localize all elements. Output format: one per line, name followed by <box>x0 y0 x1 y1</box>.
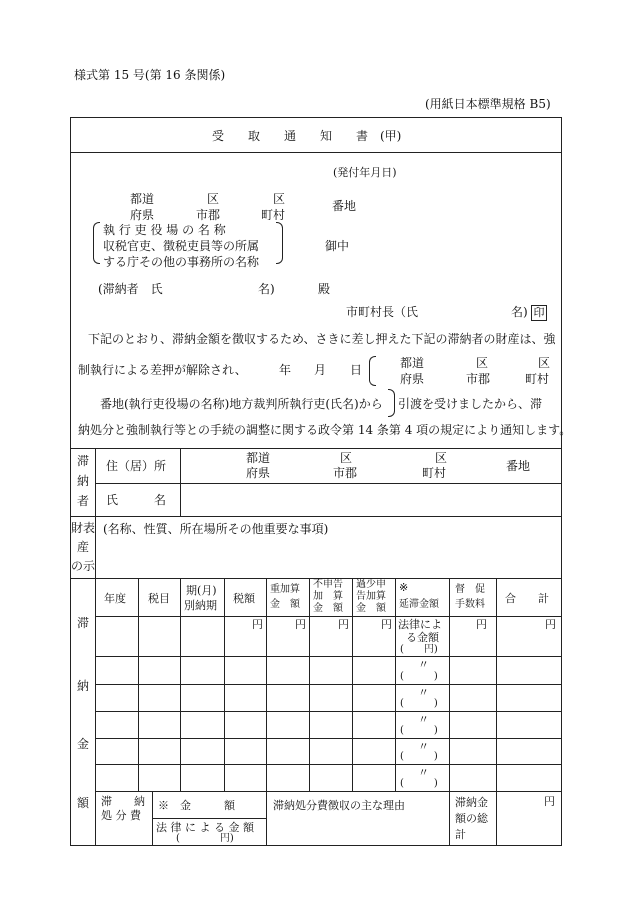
amounts-side-4: 額 <box>77 796 90 810</box>
col-juka-1: 重加算 <box>270 584 300 595</box>
delinquent-head-1: 滞 <box>77 454 90 468</box>
col-gokei: 合 計 <box>505 592 549 605</box>
delinquent-pref-top: 都道 <box>246 451 271 465</box>
amounts-side-1: 滞 <box>77 616 90 630</box>
total-label-2: 額の総 <box>455 812 488 825</box>
shobunhi-reason: 滞納処分費徴収の主な理由 <box>273 799 405 812</box>
amounts-side-2: 納 <box>77 679 90 693</box>
addr-pref-top: 都道 <box>130 192 155 206</box>
col-kasho-3: 金 額 <box>356 603 386 614</box>
yen-juka: 円 <box>295 618 306 631</box>
yen-zeigaku: 円 <box>252 618 263 631</box>
seal-mark: 印 <box>531 305 547 321</box>
body-day: 日 <box>350 363 363 377</box>
addr-pref-bottom: 府県 <box>130 208 155 222</box>
total-label-3: 計 <box>455 828 466 841</box>
property-head-2: 産 <box>77 540 90 554</box>
office-line-3: する庁その他の事務所の名称 <box>103 255 260 269</box>
body-brace-open <box>369 356 376 386</box>
col-zeigaku: 税額 <box>233 592 255 605</box>
property-head-3: の示 <box>71 559 96 573</box>
body-ku2: 区 <box>538 356 551 370</box>
delinquent-head-2: 納 <box>77 474 90 488</box>
delinquent-label: (滞納者 氏 <box>98 282 163 296</box>
mayor-label: 市町村長（氏 <box>346 305 419 319</box>
issue-date: (発付年月日) <box>333 166 397 179</box>
entai-law-3: ( 円) <box>400 644 438 655</box>
paren-3: ( ) <box>400 725 438 736</box>
shobunhi-law-paren: ( 円) <box>176 833 234 844</box>
addr-ku: 区 <box>207 192 220 206</box>
property-description: (名称、性質、所在場所その他重要な事項) <box>103 522 329 536</box>
shobunhi-kingaku: ※ 金 額 <box>158 799 235 812</box>
shobunhi-law-amount: 法 律 に よ る 金 額 <box>156 821 254 834</box>
delinquent-shigun: 市郡 <box>333 466 358 480</box>
delinquent-ku2: 区 <box>435 451 448 465</box>
delinquent-ku: 区 <box>340 451 353 465</box>
yen-kasho: 円 <box>381 618 392 631</box>
yen-fushin: 円 <box>338 618 349 631</box>
col-kibetsu-1: 期(月) <box>186 584 217 597</box>
ditto-5: 〃 <box>418 766 429 779</box>
col-fushin-2: 加 算 <box>313 591 343 602</box>
entai-law-1: 法律によ <box>398 618 442 631</box>
body-chouson: 町村 <box>525 372 550 386</box>
addr-shigun: 市郡 <box>196 208 221 222</box>
yen-gokei: 円 <box>545 618 556 631</box>
total-label-1: 滞納金 <box>455 796 488 809</box>
brace-right <box>276 222 283 264</box>
col-juka-2: 金 額 <box>270 599 300 610</box>
delinquent-chouson: 町村 <box>422 466 447 480</box>
body-year: 年 <box>279 363 292 377</box>
body-month: 月 <box>314 363 327 377</box>
paren-4: ( ) <box>400 751 438 762</box>
yen-tokusoku: 円 <box>476 618 487 631</box>
body-shigun: 市郡 <box>466 372 491 386</box>
office-line-2: 収税官吏、徴税吏員等の所属 <box>103 239 260 253</box>
addr-banchi: 番地 <box>332 199 357 213</box>
ditto-2: 〃 <box>418 686 429 699</box>
delinquent-head-3: 者 <box>77 494 90 508</box>
delinquent-pref-bottom: 府県 <box>246 466 271 480</box>
body-p2: 制執行による差押が解除され、 <box>78 363 247 377</box>
col-kasho-2: 告加算 <box>356 591 386 602</box>
col-entai-mark: ※ <box>399 581 409 594</box>
ditto-1: 〃 <box>418 658 429 671</box>
brace-left <box>93 222 100 264</box>
body-pref-bottom: 府県 <box>400 372 425 386</box>
delinquent-name-label: 氏 名 <box>106 493 167 507</box>
office-line-1: 執 行 吏 役 場 の 名 称 <box>103 223 226 237</box>
body-p3-left: 番地(執行吏役場の名称)地方裁判所執行吏(氏名)から <box>100 397 383 411</box>
form-number: 様式第 15 号(第 16 条関係) <box>74 68 226 82</box>
total-yen: 円 <box>544 795 555 808</box>
delinquent-dono: 殿 <box>318 282 331 296</box>
addr-ku2: 区 <box>273 192 286 206</box>
mayor-mei: 名) <box>511 305 528 319</box>
col-tokusoku-2: 手数料 <box>455 599 485 610</box>
delinquent-address-label: 住（居）所 <box>106 459 167 473</box>
col-tokusoku-1: 督 促 <box>455 584 485 595</box>
entai-law-2: る金額 <box>406 631 439 644</box>
col-fushin-1: 不申告 <box>313 579 343 590</box>
shobunhi-1: 滞 納 <box>101 795 145 808</box>
form-title: 受 取 通 知 書 (甲) <box>212 129 402 143</box>
body-ku: 区 <box>476 356 489 370</box>
property-head-1: 財表 <box>71 521 96 535</box>
col-nendo: 年度 <box>104 592 126 605</box>
paper-size: (用紙日本標準規格 B5) <box>425 97 551 111</box>
col-entai: 延滞金額 <box>399 599 439 610</box>
col-kibetsu-2: 別納期 <box>184 599 217 612</box>
ditto-3: 〃 <box>418 713 429 726</box>
addr-chouson: 町村 <box>261 208 286 222</box>
paren-2: ( ) <box>400 698 438 709</box>
body-p1: 下記のとおり、滞納金額を徴収するため、さきに差し押えた下記の滞納者の財産は、強 <box>88 332 556 346</box>
amounts-side-3: 金 <box>77 737 90 751</box>
gochu: 御中 <box>325 239 350 253</box>
body-brace-close <box>388 389 395 417</box>
body-pref-top: 都道 <box>400 356 425 370</box>
delinquent-mei: 名) <box>258 282 275 296</box>
col-zeimoku: 税目 <box>148 592 170 605</box>
paren-5: ( ) <box>400 778 438 789</box>
delinquent-banchi: 番地 <box>506 459 531 473</box>
col-kasho-1: 過少申 <box>356 579 386 590</box>
shobunhi-2: 処 分 費 <box>101 809 141 822</box>
ditto-4: 〃 <box>418 740 429 753</box>
paren-1: ( ) <box>400 671 438 682</box>
body-p4: 納処分と強制執行等との手続の調整に関する政令第 14 条第 4 項の規定により通知します。 <box>78 423 572 437</box>
body-p3-right: 引渡を受けましたから、滞 <box>398 397 543 411</box>
col-fushin-3: 金 額 <box>313 603 343 614</box>
